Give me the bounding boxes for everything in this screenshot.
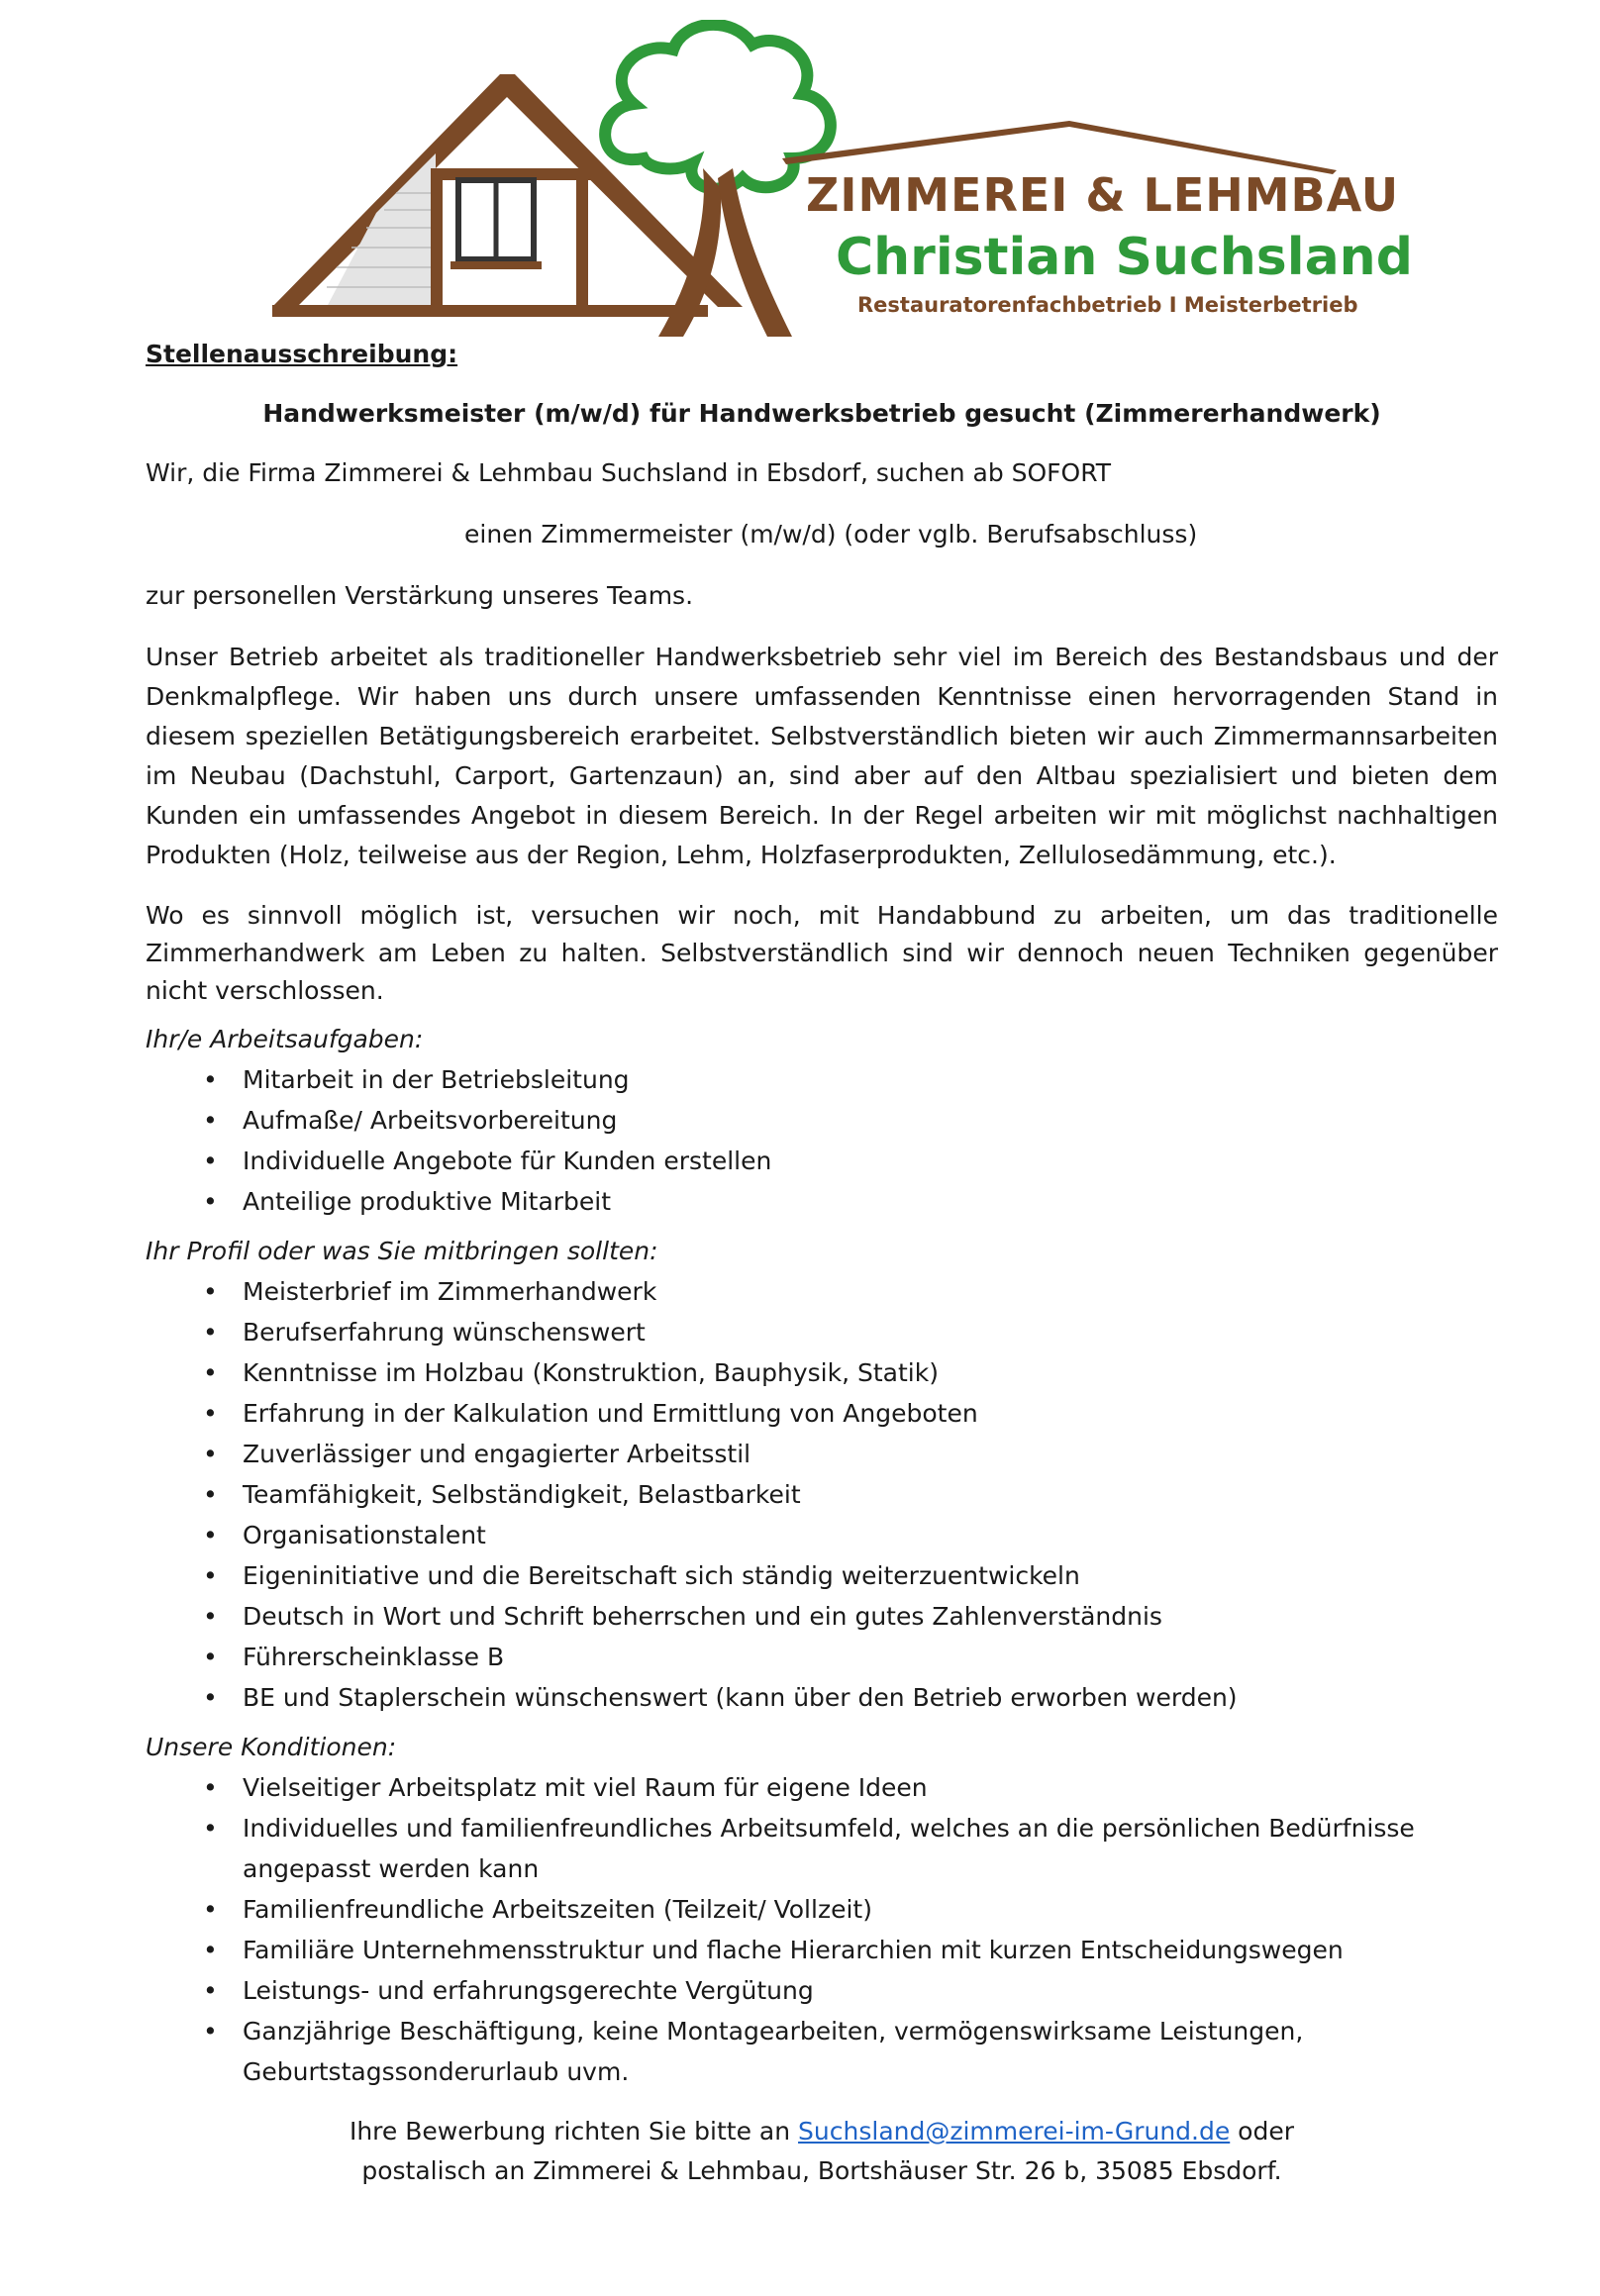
intro-line-3: zur personellen Verstärkung unseres Teams. xyxy=(146,581,694,610)
list-item: • Führerscheinklasse B xyxy=(146,1637,1498,1677)
logo-name: Christian Suchsland xyxy=(836,228,1413,287)
list-item: • Familienfreundliche Arbeitszeiten (Teilzeit/ Vollzeit) xyxy=(146,1889,1498,1930)
list-item: • Organisationstalent xyxy=(146,1515,1498,1555)
list-item: • BE und Staplerschein wünschenswert (kann über den Betrieb erworben werden) xyxy=(146,1677,1498,1718)
contact-line-2: postalisch an Zimmerei & Lehmbau, Bortshäuser Str. 26 b, 35085 Ebsdorf. xyxy=(361,2156,1282,2185)
list-item: • Aufmaße/ Arbeitsvorbereitung xyxy=(146,1100,1498,1141)
job-posting xyxy=(146,335,1498,2191)
list-item: • Individuelles und familienfreundliches Arbeitsumfeld, welches an die persönlichen Bedürfnisse angepasst werden kann xyxy=(146,1808,1498,1889)
bullet-icon: • xyxy=(203,1561,218,1590)
bullet-icon: • xyxy=(203,1187,218,1216)
application-contact xyxy=(146,2112,1498,2191)
bullet-icon: • xyxy=(203,1277,218,1306)
bullet-icon: • xyxy=(203,1895,218,1924)
profile-list xyxy=(146,1271,1498,1718)
list-item: • Individuelle Angebote für Kunden erstellen xyxy=(146,1141,1498,1181)
bullet-icon: • xyxy=(203,1318,218,1347)
email-link[interactable]: Suchsland@zimmerei-im-Grund.de xyxy=(798,2117,1231,2146)
bullet-icon: • xyxy=(203,1147,218,1175)
section-title: Ihr/e Arbeitsaufgaben: xyxy=(146,1025,424,1053)
bullet-icon: • xyxy=(203,2017,218,2046)
profile-section xyxy=(146,1232,1498,1718)
list-item: • Berufserfahrung wünschenswert xyxy=(146,1312,1498,1352)
bullet-icon: • xyxy=(203,1106,218,1135)
contact-line-1: Ihre Bewerbung richten Sie bitte an Suchsland@zimmerei-im-Grund.de oder xyxy=(349,2117,1295,2146)
intro-line-2: einen Zimmermeister (m/w/d) (oder vglb. Berufsabschluss) xyxy=(464,520,1198,549)
list-item: • Eigeninitiative und die Bereitschaft sich ständig weiterzuentwickeln xyxy=(146,1555,1498,1596)
company-description: Unser Betrieb arbeitet als traditioneller Handwerksbetrieb sehr viel im Bereich des Bestandsbaus und der Denkmalpflege. Wir haben uns durch unsere umfassenden Kenntnisse einen hervorragenden Stand in diesem speziellen Betätigungsbereich erarbeitet. Selbstverständlich bieten wir auch Zimmermannsarbeiten im Neubau (Dachstuhl, Carport, Gartenzaun) an, sind aber auf den Altbau spezialisiert und bieten dem Kunden ein umfassendes Angebot in diesem Bereich. In der Regel arbeiten wir mit möglichst nachhaltigen Produkten (Holz, teilweise aus der Region, Lehm, Holzfaserprodukten, Zellulosedämmung, etc.). xyxy=(146,643,1498,869)
list-item: • Anteilige produktive Mitarbeit xyxy=(146,1181,1498,1222)
list-item: • Ganzjährige Beschäftigung, keine Montagearbeiten, vermögenswirksame Leistungen, Geburtstagssonderurlaub uvm. xyxy=(146,2011,1498,2092)
tasks-list xyxy=(146,1059,1498,1222)
logo-subtitle: Restauratorenfachbetrieb I Meisterbetrieb xyxy=(857,293,1358,317)
bullet-icon: • xyxy=(203,1602,218,1631)
list-item: • Familiäre Unternehmensstruktur und flache Hierarchien mit kurzen Entscheidungswegen xyxy=(146,1930,1498,1970)
company-logo xyxy=(267,20,1413,351)
list-item: • Deutsch in Wort und Schrift beherrschen und ein gutes Zahlenverständnis xyxy=(146,1596,1498,1637)
list-item: • Vielseitiger Arbeitsplatz mit viel Raum für eigene Ideen xyxy=(146,1767,1498,1808)
list-item: • Zuverlässiger und engagierter Arbeitsstil xyxy=(146,1434,1498,1474)
list-item: • Meisterbrief im Zimmerhandwerk xyxy=(146,1271,1498,1312)
bullet-icon: • xyxy=(203,1480,218,1509)
bullet-icon: • xyxy=(203,1643,218,1671)
bullet-icon: • xyxy=(203,1399,218,1428)
bullet-icon: • xyxy=(203,1358,218,1387)
bullet-icon: • xyxy=(203,1773,218,1802)
tradition-paragraph: Wo es sinnvoll möglich ist, versuchen wir noch, mit Handabbund zu arbeiten, um das traditionelle Zimmerhandwerk am Leben zu halten. Selbstverständlich sind wir dennoch neuen Techniken gegenüber nicht verschlossen. xyxy=(146,901,1498,1005)
bullet-icon: • xyxy=(203,1521,218,1549)
page-heading: Stellenausschreibung: xyxy=(146,340,458,368)
section-title: Unsere Konditionen: xyxy=(146,1733,397,1761)
list-item: • Erfahrung in der Kalkulation und Ermittlung von Angeboten xyxy=(146,1393,1498,1434)
section-title: Ihr Profil oder was Sie mitbringen sollten: xyxy=(146,1237,658,1265)
list-item: • Leistungs- und erfahrungsgerechte Vergütung xyxy=(146,1970,1498,2011)
intro-line-1: Wir, die Firma Zimmerei & Lehmbau Suchsland in Ebsdorf, suchen ab SOFORT xyxy=(146,458,1112,487)
tasks-section xyxy=(146,1020,1498,1222)
conditions-section xyxy=(146,1728,1498,2092)
bullet-icon: • xyxy=(203,1976,218,2005)
conditions-list xyxy=(146,1767,1498,2092)
logo-title: ZIMMEREI & LEHMBAU xyxy=(806,168,1400,222)
bullet-icon: • xyxy=(203,1814,218,1843)
list-item: • Mitarbeit in der Betriebsleitung xyxy=(146,1059,1498,1100)
bullet-icon: • xyxy=(203,1065,218,1094)
list-item: • Kenntnisse im Holzbau (Konstruktion, Bauphysik, Statik) xyxy=(146,1352,1498,1393)
bullet-icon: • xyxy=(203,1936,218,1964)
bullet-icon: • xyxy=(203,1683,218,1712)
bullet-icon: • xyxy=(203,1440,218,1468)
list-item: • Teamfähigkeit, Selbständigkeit, Belastbarkeit xyxy=(146,1474,1498,1515)
job-title: Handwerksmeister (m/w/d) für Handwerksbetrieb gesucht (Zimmererhandwerk) xyxy=(262,399,1381,428)
